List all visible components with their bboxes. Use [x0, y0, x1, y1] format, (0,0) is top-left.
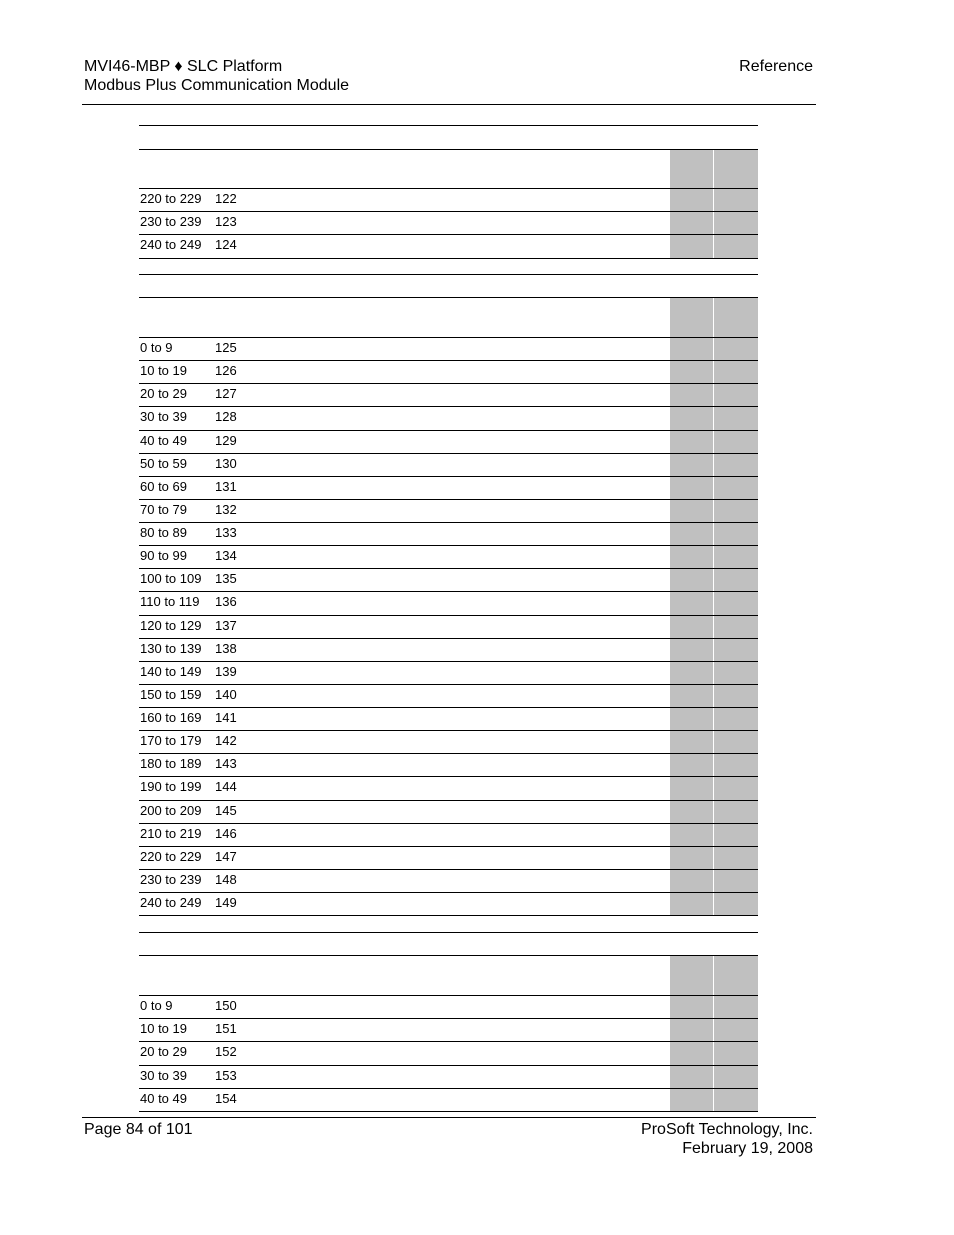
row-divider — [139, 730, 758, 731]
row-value: 135 — [215, 571, 237, 586]
row-range: 180 to 189 — [140, 756, 202, 771]
row-range: 220 to 229 — [140, 191, 202, 206]
footer-date: February 19, 2008 — [682, 1140, 813, 1157]
table-header-rule — [139, 995, 758, 996]
row-divider — [139, 684, 758, 685]
row-value: 144 — [215, 779, 237, 794]
header-section: Reference — [739, 58, 813, 75]
row-range: 40 to 49 — [140, 1091, 187, 1106]
row-value: 150 — [215, 998, 237, 1013]
row-range: 40 to 49 — [140, 433, 187, 448]
row-value: 153 — [215, 1068, 237, 1083]
row-divider — [139, 800, 758, 801]
row-value: 148 — [215, 872, 237, 887]
row-value: 151 — [215, 1021, 237, 1036]
row-divider — [139, 406, 758, 407]
row-divider — [139, 776, 758, 777]
row-value: 149 — [215, 895, 237, 910]
row-range: 30 to 39 — [140, 1068, 187, 1083]
header-rule — [82, 104, 816, 105]
row-value: 129 — [215, 433, 237, 448]
footer-company-info — [641, 1120, 813, 1158]
row-value: 136 — [215, 594, 237, 609]
row-range: 10 to 19 — [140, 1021, 187, 1036]
row-range: 190 to 199 — [140, 779, 202, 794]
row-range: 10 to 19 — [140, 363, 187, 378]
row-range: 240 to 249 — [140, 895, 202, 910]
row-divider — [139, 211, 758, 212]
row-divider — [139, 638, 758, 639]
row-value: 138 — [215, 641, 237, 656]
row-divider — [139, 1065, 758, 1066]
row-range: 140 to 149 — [140, 664, 202, 679]
row-range: 80 to 89 — [140, 525, 187, 540]
row-range: 50 to 59 — [140, 456, 187, 471]
row-divider — [139, 453, 758, 454]
footer-company: ProSoft Technology, Inc. — [641, 1121, 813, 1138]
table-header-rule — [139, 149, 758, 150]
row-range: 20 to 29 — [140, 386, 187, 401]
row-value: 141 — [215, 710, 237, 725]
row-value: 134 — [215, 548, 237, 563]
row-divider — [139, 661, 758, 662]
row-value: 132 — [215, 502, 237, 517]
row-range: 220 to 229 — [140, 849, 202, 864]
row-range: 100 to 109 — [140, 571, 202, 586]
row-range: 0 to 9 — [140, 998, 173, 1013]
row-divider — [139, 615, 758, 616]
row-divider — [139, 522, 758, 523]
row-divider — [139, 430, 758, 431]
row-divider — [139, 568, 758, 569]
row-range: 110 to 119 — [140, 594, 200, 609]
row-value: 127 — [215, 386, 237, 401]
row-divider — [139, 1111, 758, 1112]
row-value: 130 — [215, 456, 237, 471]
table-header-rule — [139, 297, 758, 298]
row-value: 143 — [215, 756, 237, 771]
row-divider — [139, 1088, 758, 1089]
shaded-column-2 — [714, 149, 758, 258]
table-top-rule — [139, 932, 758, 933]
table-header-rule — [139, 955, 758, 956]
row-value: 142 — [215, 733, 237, 748]
row-divider — [139, 545, 758, 546]
row-value: 139 — [215, 664, 237, 679]
row-divider — [139, 892, 758, 893]
row-range: 150 to 159 — [140, 687, 202, 702]
row-divider — [139, 360, 758, 361]
row-value: 125 — [215, 340, 237, 355]
shaded-column-1 — [670, 149, 713, 258]
row-divider — [139, 476, 758, 477]
row-value: 154 — [215, 1091, 237, 1106]
row-range: 70 to 79 — [140, 502, 187, 517]
row-divider — [139, 499, 758, 500]
row-divider — [139, 915, 758, 916]
row-value: 133 — [215, 525, 237, 540]
row-range: 120 to 129 — [140, 618, 202, 633]
table-top-rule — [139, 125, 758, 126]
footer-page-number: Page 84 of 101 — [84, 1121, 193, 1138]
table-top-rule — [139, 274, 758, 275]
row-value: 140 — [215, 687, 237, 702]
document-header-title — [84, 57, 349, 95]
header-title-line1: MVI46-MBP ♦ SLC Platform — [84, 58, 283, 75]
row-value: 145 — [215, 803, 237, 818]
footer-rule — [82, 1117, 816, 1118]
row-range: 240 to 249 — [140, 237, 202, 252]
table-header-rule — [139, 337, 758, 338]
row-divider — [139, 1041, 758, 1042]
row-value: 123 — [215, 214, 237, 229]
row-value: 147 — [215, 849, 237, 864]
row-value: 124 — [215, 237, 237, 252]
row-range: 0 to 9 — [140, 340, 173, 355]
table-header-rule — [139, 188, 758, 189]
row-range: 60 to 69 — [140, 479, 187, 494]
row-divider — [139, 258, 758, 259]
row-range: 90 to 99 — [140, 548, 187, 563]
row-range: 230 to 239 — [140, 214, 202, 229]
row-divider — [139, 591, 758, 592]
row-value: 146 — [215, 826, 237, 841]
row-range: 130 to 139 — [140, 641, 202, 656]
row-range: 160 to 169 — [140, 710, 202, 725]
row-range: 20 to 29 — [140, 1044, 187, 1059]
row-divider — [139, 869, 758, 870]
row-divider — [139, 823, 758, 824]
row-divider — [139, 1018, 758, 1019]
row-divider — [139, 753, 758, 754]
row-divider — [139, 383, 758, 384]
row-range: 230 to 239 — [140, 872, 202, 887]
row-range: 200 to 209 — [140, 803, 202, 818]
row-value: 128 — [215, 409, 237, 424]
header-title-line2: Modbus Plus Communication Module — [84, 77, 350, 94]
row-divider — [139, 234, 758, 235]
row-value: 122 — [215, 191, 237, 206]
row-value: 131 — [215, 479, 237, 494]
row-range: 170 to 179 — [140, 733, 202, 748]
row-value: 152 — [215, 1044, 237, 1059]
row-range: 210 to 219 — [140, 826, 202, 841]
row-range: 30 to 39 — [140, 409, 187, 424]
row-divider — [139, 707, 758, 708]
row-value: 137 — [215, 618, 237, 633]
row-divider — [139, 846, 758, 847]
row-value: 126 — [215, 363, 237, 378]
